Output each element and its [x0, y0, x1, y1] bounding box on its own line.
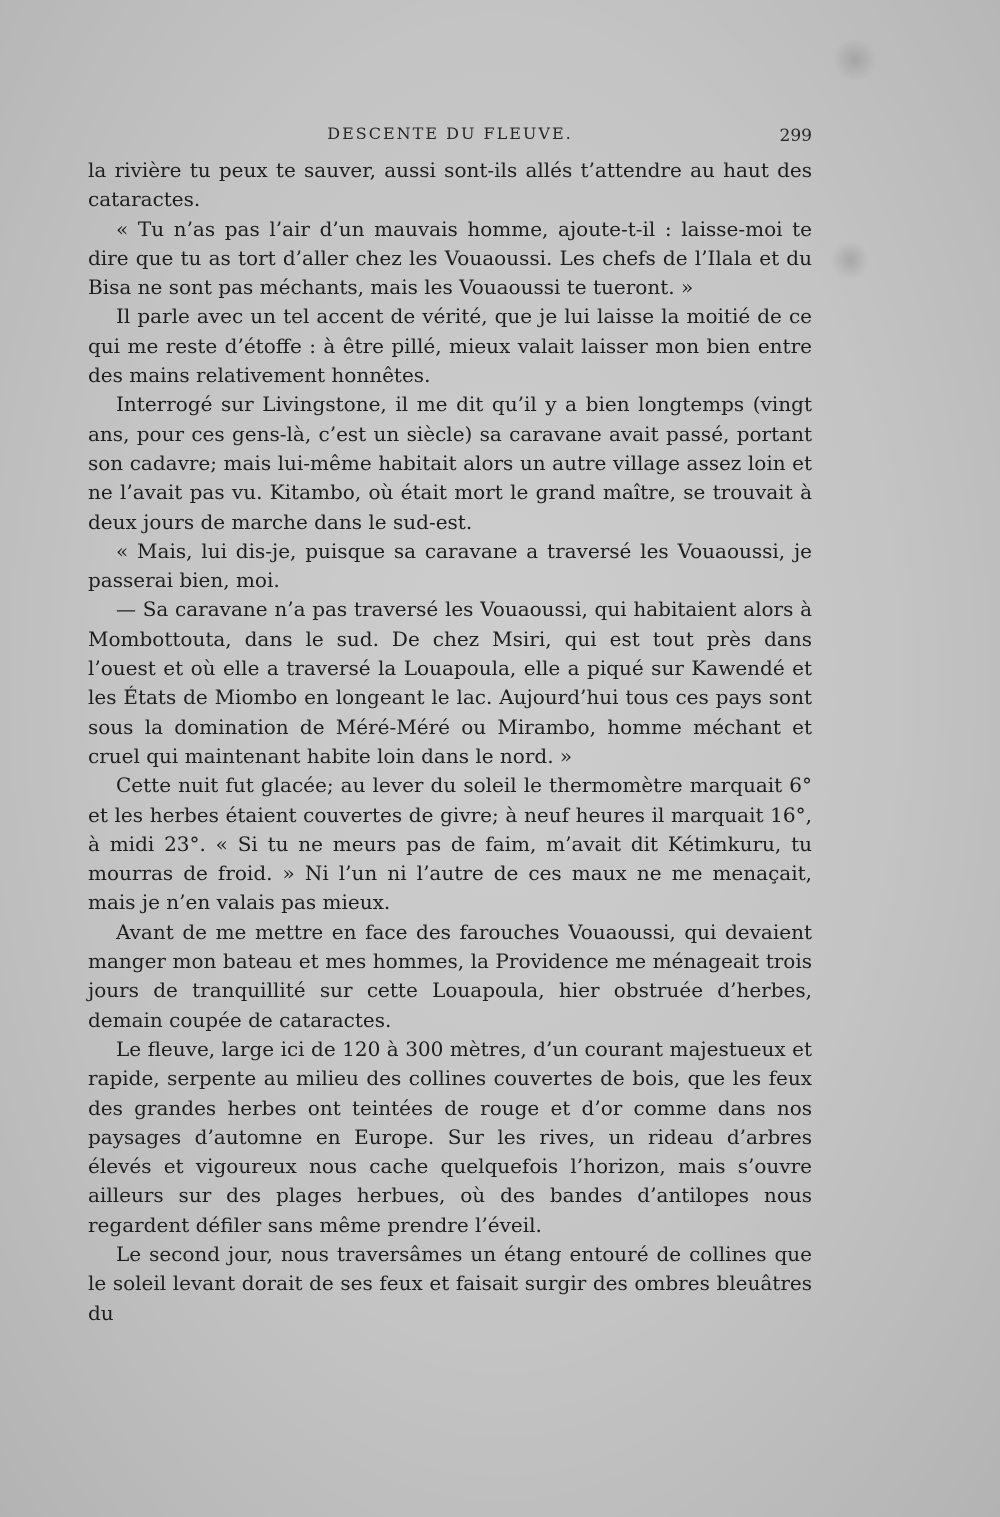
paragraph: la rivière tu peux te sauver, aussi sont-ils allés t’attendre au haut des cataractes.	[88, 158, 812, 212]
paragraph: Le second jour, nous traversâmes un étang entouré de collines que le soleil levant dorait de ses feux et faisait surgir des ombres bleuâtres du	[88, 1241, 812, 1325]
paragraph: Il parle avec un tel accent de vérité, que je lui laisse la moitié de ce qui me reste d’étoffe : à être pillé, mieux valait laisser mon bien entre des mains relativement honnêtes.	[88, 304, 812, 388]
paper-stain	[830, 240, 870, 280]
paragraph: « Tu n’as pas l’air d’un mauvais homme, ajoute-t-il : laisse-moi te dire que tu as tort d’aller chez les Vouaoussi. Les chefs de l’Ilala et du Bisa ne sont pas méchants, mais les Vouaoussi te tueront. »	[88, 216, 812, 300]
paragraph: Avant de me mettre en face des farouches Vouaoussi, qui devaient manger mon bateau et mes hommes, la Providence me ménageait trois jours de tranquillité sur cette Louapoula, hier obstruée d’herbes, demain coupée de cataractes.	[88, 919, 812, 1032]
paragraph: Cette nuit fut glacée; au lever du soleil le thermomètre marquait 6° et les herbes étaient couvertes de givre; à neuf heures il marquait 16°, à midi 23°. « Si tu ne meurs pas de faim, m’avait dit Kétimkuru, tu mourras de froid. » Ni l’un ni l’autre de ces maux ne me menaçait, mais je n’en valais pas mieux.	[88, 773, 812, 915]
body-text	[88, 156, 812, 1328]
paper-stain	[830, 40, 880, 80]
page-number: 299	[779, 126, 812, 146]
page-header	[88, 124, 812, 148]
paragraph: « Mais, lui dis-je, puisque sa caravane a traversé les Vouaoussi, je passerai bien, moi.	[88, 538, 812, 593]
paragraph: Interrogé sur Livingstone, il me dit qu’il y a bien longtemps (vingt ans, pour ces gens-là, c’est un siècle) sa caravane avait passé, portant son cadavre; mais lui-même habitait alors un autre village assez loin et ne l’avait pas vu. Kitambo, où était mort le grand maître, se trouvait à deux jours de marche dans le sud-est.	[88, 392, 812, 534]
running-title: DESCENTE DU FLEUVE.	[327, 124, 573, 143]
paragraph: — Sa caravane n’a pas traversé les Vouaoussi, qui habitaient alors à Mombottouta, dans le sud. De chez Msiri, qui est tout près dans l’ouest et où elle a traversé la Louapoula, elle a piqué sur Kawendé et les États de Miombo en longeant le lac. Aujourd’hui tous ces pays sont sous la domination de Méré-Méré ou Mirambo, homme méchant et cruel qui maintenant habite loin dans le nord. »	[88, 597, 812, 768]
paragraph: Le fleuve, large ici de 120 à 300 mètres, d’un courant majestueux et rapide, serpente au milieu des collines couvertes de bois, que les feux des grandes herbes ont teintées de rouge et d’or comme dans nos paysages d’automne en Europe. Sur les rives, un rideau d’arbres élevés et vigoureux nous cache quelquefois l’horizon, mais s’ouvre ailleurs sur des plages herbues, où des bandes d’antilopes nous regardent défiler sans même prendre l’éveil.	[88, 1036, 812, 1237]
